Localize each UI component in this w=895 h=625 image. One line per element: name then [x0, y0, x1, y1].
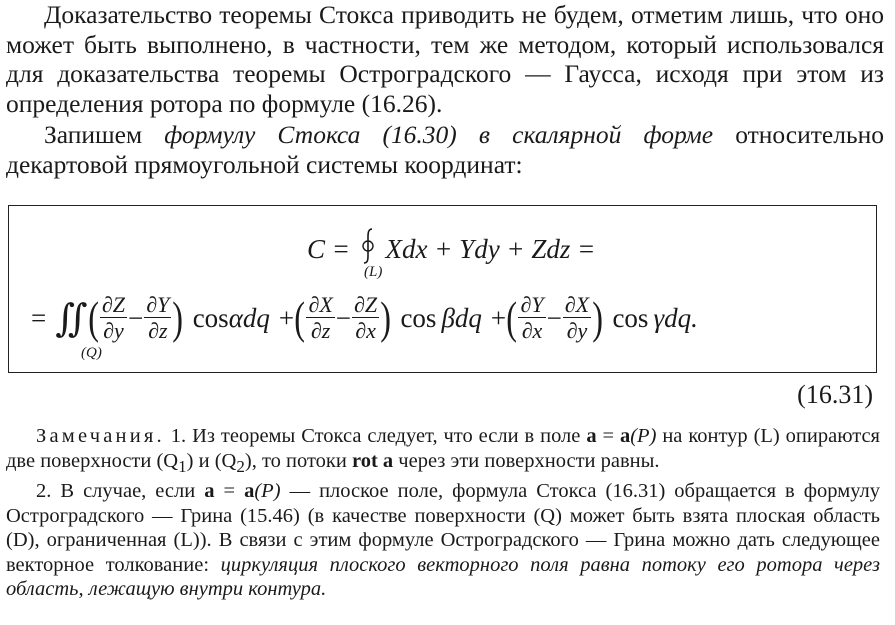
- remarks-label: Замечания.: [36, 425, 165, 447]
- fraction-dZ-dy: $\frac{\partial Z}{\partial y}$: [101, 292, 126, 343]
- equals-sign: =: [31, 302, 47, 333]
- double-integral-icon: ∬: [55, 297, 88, 340]
- paren-close-1: ): [172, 292, 184, 343]
- fraction-dX-dy: $\frac{\partial X}{\partial y}$: [564, 292, 590, 343]
- paren-open-1: (: [87, 292, 99, 343]
- intro-text: [6, 0, 884, 179]
- remark-1: Замечания. 1. Из теоремы Стокса следует, что если в поле a = a(P) на контур (L) опираются две поверхности $(Q_1)$ и $(Q_2)$, то потоки rot a через эти поверхности равны.: [6, 425, 880, 476]
- plus-sign: +: [490, 302, 507, 333]
- minus-sign: −: [128, 302, 144, 333]
- scalar-form-lead: Запишем: [44, 120, 165, 149]
- remark-2: 2. В случае, если a = a(P) — плоское поле, формула Стокса (16.31) обращается в формулу Остроградского — Грина (15.46) (в качестве поверхности (Q) может быть взята плоская область (D), ограниченная (L)). В связи с этим формуле Остроградского — Грина можно дать следующее векторное толкование: циркуляция плоского векторного поля равна потоку его ротора через область, лежащую внутри контура.: [6, 480, 881, 601]
- circulation-lhs: C =: [307, 234, 350, 264]
- cos-alpha: cos: [192, 302, 229, 333]
- scalar-form-tail: относительно декартовой прямоугольной системы координат:: [6, 120, 884, 179]
- minus-sign: −: [335, 302, 351, 333]
- fraction-dX-dz: $\frac{\partial X}{\partial z}$: [308, 292, 333, 343]
- remarks-section: [6, 424, 880, 602]
- contour-subscript: (L): [364, 264, 383, 280]
- paragraph-proof-remark: Доказательство теоремы Стокса приводить не будем, отметим лишь, что оно может быть выполнено, в частности, тем же методом, который использовался для доказательства теоремы Остроградского — Гаусса, исходя при этом из определения ротора по формуле (16.26).: [6, 0, 884, 118]
- paren-open-2: (: [294, 292, 306, 343]
- fraction-dY-dx: $\frac{\partial Y}{\partial x}$: [520, 292, 544, 343]
- alpha-dq: αdq: [228, 302, 270, 333]
- vector-interpretation: циркуляция плоского векторного поля равна потоку его ротора через область, лежащую внутри контура.: [6, 553, 880, 601]
- paren-close-2: ): [380, 292, 392, 343]
- fraction-dZ-dx: $\frac{\partial Z}{\partial x}$: [354, 292, 378, 343]
- circulation-rhs: Xdx + Ydy + Zdz =: [385, 234, 596, 264]
- gamma-dq: γdq.: [653, 302, 698, 333]
- minus-sign: −: [546, 302, 562, 333]
- fraction-dY-dz: $\frac{\partial Y}{\partial z}$: [146, 292, 170, 343]
- paren-open-3: (: [506, 292, 518, 343]
- stokes-formula-box: [8, 205, 877, 373]
- equation-number: (16.31): [797, 380, 873, 409]
- formula-line-1: [307, 232, 595, 265]
- scalar-form-italic: формулу Стокса (16.30) в скалярной форме: [164, 120, 714, 149]
- cos-gamma: cos: [612, 302, 649, 333]
- surface-subscript: (Q): [81, 345, 102, 361]
- contour-integral-icon: [357, 232, 379, 262]
- cos-beta: cos: [400, 302, 437, 333]
- formula-line-2: [31, 288, 698, 348]
- paren-close-3: ): [592, 292, 604, 343]
- plus-sign: +: [278, 302, 295, 333]
- paragraph-scalar-form: [6, 120, 884, 179]
- beta-dq: βdq: [441, 302, 482, 333]
